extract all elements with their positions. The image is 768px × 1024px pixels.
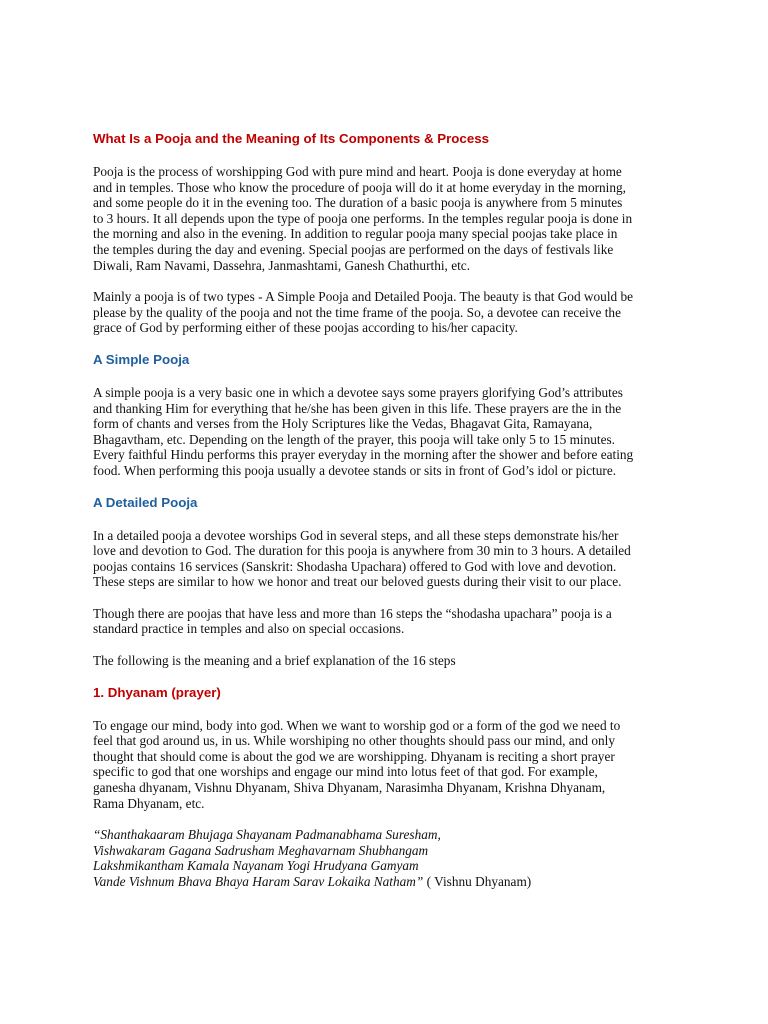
verse-line: “Shanthakaaram Bhujaga Shayanam Padmanabhama Suresham, xyxy=(93,827,441,843)
verse-line: Vishwakaram Gagana Sadrusham Meghavarnam Shubhangam xyxy=(93,842,429,858)
text-line: the temples during the day and evening. Special poojas are performed on the days of festivals like xyxy=(93,241,614,257)
text-line: and thanking Him for everything that he/she has been given in this life. These prayers are the in the xyxy=(93,400,622,416)
text-line: Mainly a pooja is of two types - A Simple Pooja and Detailed Pooja. The beauty is that God would be xyxy=(93,289,634,305)
text-line: to 3 hours. It all depends upon the type of pooja one performs. In the temples regular pooja is done in xyxy=(93,210,633,226)
text-line: In a detailed pooja a devotee worships God in several steps, and all these steps demonstrate his/her xyxy=(93,527,619,543)
text-line: grace of God by performing either of these poojas according to his/her capacity. xyxy=(93,320,518,336)
text-line: feel that god around us, in us. While worshiping no other thoughts should pass our mind, and only xyxy=(93,733,615,749)
text-line: Pooja is the process of worshipping God with pure mind and heart. Pooja is done everyday at home xyxy=(93,164,622,179)
text-line: poojas contains 16 services (Sanskrit: Shodasha Upachara) offered to God with love and devotion. xyxy=(93,558,617,574)
text-line: the morning and also in the evening. In addition to regular pooja many special poojas take place in xyxy=(93,226,618,242)
text-line: Though there are poojas that have less and more than 16 steps the “shodasha upachara” pooja is a xyxy=(93,605,612,621)
text-line: and in temples. Those who know the procedure of pooja will do it at home everyday in the morning, xyxy=(93,179,626,195)
text-line: ganesha dhyanam, Vishnu Dhyanam, Shiva Dhyanam, Narasimha Dhyanam, Krishna Dhyanam, xyxy=(93,780,606,796)
vishnu-dhyanam-verse xyxy=(93,827,683,889)
shodasha-paragraph xyxy=(93,606,683,637)
intro-paragraph xyxy=(93,164,683,273)
verse-last-line xyxy=(93,874,683,890)
document-page xyxy=(93,131,683,890)
text-line: These steps are similar to how we honor and treat our beloved guests during their visit to our place. xyxy=(93,574,622,590)
text-line: Rama Dhyanam, etc. xyxy=(93,795,205,811)
step-1-heading: 1. Dhyanam (prayer) xyxy=(93,684,221,700)
detailed-pooja-paragraph xyxy=(93,528,683,590)
following-paragraph xyxy=(93,653,683,669)
document-title: What Is a Pooja and the Meaning of Its Components & Process xyxy=(93,131,490,146)
verse-line: Lakshmikantham Kamala Nayanam Yogi Hrudyana Gamyam xyxy=(93,858,419,874)
text-line: food. When performing this pooja usually a devotee stands or sits in front of God’s idol or picture. xyxy=(93,462,617,478)
text-line: Diwali, Ram Navami, Dassehra, Janmashtami, Ganesh Chathurthi, etc. xyxy=(93,257,471,273)
verse-attribution: ( Vishnu Dhyanam) xyxy=(423,874,532,889)
text-line: Every faithful Hindu performs this prayer everyday in the morning after the shower and before eating xyxy=(93,447,634,463)
text-line: standard practice in temples and also on special occasions. xyxy=(93,621,405,637)
detailed-pooja-heading: A Detailed Pooja xyxy=(93,494,198,510)
text-line: and some people do it in the evening too. The duration of a basic pooja is anywhere from 5 minutes xyxy=(93,195,623,211)
text-line: please by the quality of the pooja and not the time frame of the pooja. So, a devotee can receive the xyxy=(93,304,621,320)
simple-pooja-heading: A Simple Pooja xyxy=(93,351,190,367)
types-paragraph xyxy=(93,289,683,336)
text-line: Bhagavtham, etc. Depending on the length of the prayer, this pooja will take only 5 to 15 minutes. xyxy=(93,431,615,447)
simple-pooja-paragraph xyxy=(93,385,683,479)
text-line: form of chants and verses from the Holy Scriptures like the Vedas, Bhagavat Gita, Ramayana, xyxy=(93,416,593,432)
text-line: The following is the meaning and a brief explanation of the 16 steps xyxy=(93,653,456,669)
step-1-paragraph xyxy=(93,718,683,812)
text-line: thought that should come is about the god we are worshipping. Dhyanam is reciting a short prayer xyxy=(93,748,615,764)
text-line: To engage our mind, body into god. When we want to worship god or a form of the god we need to xyxy=(93,717,621,733)
text-line: A simple pooja is a very basic one in which a devotee says some prayers glorifying God’s attributes xyxy=(93,384,623,400)
text-line: specific to god that one worships and engage our mind into lotus feet of that god. For example, xyxy=(93,764,598,780)
verse-line: Vande Vishnum Bhava Bhaya Haram Sarav Lokaika Natham” xyxy=(93,874,424,889)
text-line: love and devotion to God. The duration for this pooja is anywhere from 30 min to 3 hours. A detailed xyxy=(93,543,631,559)
